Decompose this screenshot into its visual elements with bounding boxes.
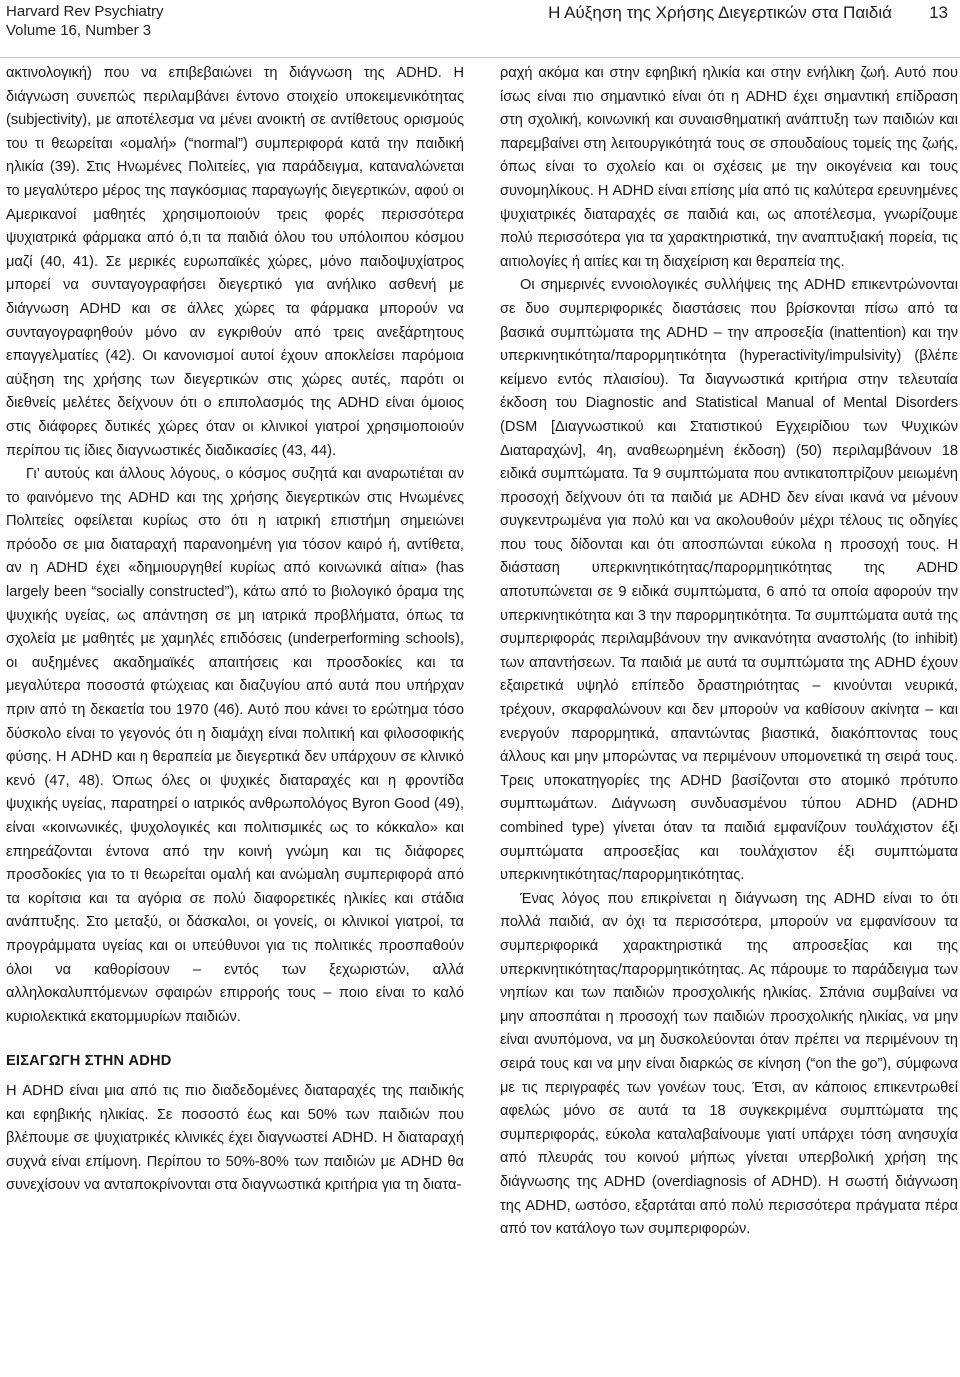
section-heading: ΕΙΣΑΓΩΓΗ ΣΤΗΝ ADHD	[6, 1053, 172, 1070]
journal-name: Harvard Rev Psychiatry	[6, 3, 164, 20]
right-column	[500, 62, 958, 1371]
page-number: 13	[929, 3, 948, 22]
journal-info	[6, 2, 164, 40]
paragraph: Οι σημερινές εννοιολογικές συλλήψεις της ADHD επικεντρώνονται σε δυο συμπεριφορικές διαστάσεις που βρίσκονται πίσω από τα βασικά συμπτώματα της ADHD – την απροσεξία (inattention) και την υπερκινητικότητα/παρορμητικότητα (hyperactivity/impulsivity) (βλέπε κείμενο εντός πλαισίου). Τα διαγνωστικά κριτήρια στην τελευταία έκδοση του Diagnostic and Statistical Manual of Mental Disorders (DSM [Διαγνωστικού και Στατιστικού Εγχειρίδιου των Ψυχικών Διαταραχών], 4η, αναθεωρημένη έκδοση) (50) περιλαμβάνουν 18 ειδικά συμπτώματα. Τα 9 συμπτώματα που αντικατοπτρίζουν μειωμένη προσοχή δείχνουν ότι τα παιδιά με ADHD δεν είναι ικανά να μένουν συγκεντρωμένα για πολύ και να ακολουθούν μέχρι τέλους τις οδηγίες που τους δίδονται και ότι αποσπώνται εύκολα η προσοχή τους. Η διάσταση υπερκινητικότητας/παρορμητικότητας της ADHD αποτυπώνεται σε 9 ειδικά συμπτώματα, 6 από τα οποία αφορούν την υπερκινητικότητα και 3 την παρορμητικότητα. Τα συμπτώματα αυτά της συμπεριφοράς περιλαμβάνουν την ανικανότητα αναστολής (to inhibit) των απαντήσεων. Τα παιδιά με αυτά τα συμπτώματα της ADHD έχουν εξαιρετικά υψηλό επίπεδο δραστηριότητας – κινούνται νευρικά, τρέχουν, σκαρφαλώνουν και δεν μπορούν να καθίσουν ακίνητα – και ενεργούν παρορμητικά, απαντώντας βιαστικά, διακόπτοντας τους άλλους και μην μπορώντας να περιμένουν υπομονετικά τη σειρά τους. Τρεις υποκατηγορίες της ADHD βασίζονται στο ατομικό πρότυπο συμπτωμάτων. Διάγνωση συνδυασμένου τύπου ADHD (ADHD combined type) γίνεται όταν τα παιδιά εμφανίζουν τουλάχιστον έξι συμπτώματα απροσεξίας και τουλάχιστον έξι συμπτώματα υπερκινητικότητας/παρορμητικότητας.	[500, 277, 958, 884]
paragraph: Γι’ αυτούς και άλλους λόγους, ο κόσμος συζητά και αναρωτιέται αν το φαινόμενο της ADHD και της χρήσης διεγερτικών στις Ηνωμένες Πολιτείες οφείλεται κυρίως στο ότι η ιατρική επιστήμη σημειώνει πρόοδο σε μια διαταραχή παρανοημένη για τόσον καιρό ή, αντίθετα, αν η ADHD έχει «δημιουργηθεί κυρίως από κοινωνικά αίτια» (has largely been “socially constructed”), κάτω από το βιολογικό όραμα της ψυχικής υγείας, ως απάντηση σε μη ιατρικά προβλήματα, όπως τα σχολεία με μαθητές με χαμηλές επιδόσεις (underperforming schools), οι αυξημένες ακαδημαϊκές απαιτήσεις και προσδοκίες και τα μεγαλύτερα ποσοστά φτώχειας και διαζυγίου από αυτά που υπήρχαν πριν από τη δεκαετία του 1970 (46). Αυτό που κάνει το ερώτημα τόσο δύσκολο είναι το γεγονός ότι η διαμάχη είναι πολιτική και φιλοσοφικής φύσης. Η ADHD και η θεραπεία με διεγερτικά δεν υπάρχουν σε κλινικό κενό (47, 48). Όπως όλες οι ψυχικές διαταραχές και η φροντίδα ψυχικής υγείας, παρατηρεί ο ιατρικός ανθρωπολόγος Byron Good (49), είναι «κοινωνικές, ψυχολογικές και πολιτισμικές ως το κόκκαλο» και επηρεάζονται έντονα από την κοινή γνώμη και τις διάφορες προσδοκίες για το τι θεωρείται ομαλή και ανώμαλη συμπεριφορά από τα κορίτσια και τα αγόρια σε πολύ διαφορετικές ηλικίες και στάδια ανάπτυξης. Στο μεταξύ, οι δάσκαλοι, οι γονείς, οι κλινικοί γιατροί, τα προγράμματα υγείας και οι υπεύθυνοι για τις πολιτικές προσπαθούν όλοι να καθορίσουν – εντός των ξεχωριστών, αλλά αλληλοκαλυπτόμενων σφαιρών επιρροής τους – ποιο είναι το καλό κυριολεκτικά εκατομμυρίων παιδιών.	[6, 466, 464, 1025]
running-title: Η Αύξηση της Χρήσης Διεγερτικών στα Παιδιά	[548, 3, 892, 22]
paragraph: Ένας λόγος που επικρίνεται η διάγνωση της ADHD είναι το ότι πολλά παιδιά, αν όχι τα περισσότερα, μπορούν να εμφανίσουν τα συμπεριφορικά χαρακτηριστικά της απροσεξίας και της υπερκινητικότητας/παρορμητικότητας. Ας πάρουμε το παράδειγμα των νηπίων και των παιδιών προσχολικής ηλικίας. Σπάνια συμβαίνει να μην αποσπάται η προσοχή των παιδιών προσχολικής ηλικίας, να μην είναι ανυπόμονα, να μη δυσκολεύονται όταν πρέπει να περιμένουν τη σειρά τους και να μην είναι διαρκώς σε κίνηση (“on the go”), σύμφωνα με τις περιγραφές των γονέων τους. Έτσι, αν κάποιος επικεντρωθεί αφελώς μόνο σε αυτά τα 18 συγκεκριμένα συμπτώματα της συμπεριφοράς, εύκολα καταλαβαίνουμε γιατί υπάρχει τόση ανησυχία από πλευράς του κοινού μήπως γίνεται υπερβολική χρήση της διάγνωσης της ADHD (overdiagnosis of ADHD). Η σωστή διάγνωση της ADHD, ωστόσο, εξαρτάται από πολύ περισσότερα πράγματα πέρα από τον κατάλογο των συμπεριφορών.	[500, 890, 958, 1238]
paragraph: ακτινολογική) που να επιβεβαιώνει τη διάγνωση της ADHD. Η διάγνωση συνεπώς περιλαμβάνει έντονο στοιχείο υποκειμενικότητας (subjectivity), με αποτέλεσμα να μένει ανοικτή σε αντίθετους ορισμούς του τι θεωρείται «ομαλή» (“normal”) συμπεριφορά κατά την παιδική ηλικία (39). Στις Ηνωμένες Πολιτείες, για παράδειγμα, καταναλώνεται το μεγαλύτερο μέρος της παγκόσμιας παραγωγής διεγερτικών, αφού οι Αμερικανοί μαθητές χρησιμοποιούν τρεις φορές περισσότερα ψυχιατρικά φάρμακα από ό,τι τα παιδιά όλου του υπόλοιπου κόσμου μαζί (40, 41). Σε μερικές ευρωπαϊκές χώρες, μόνο παιδοψυχίατρος μπορεί να συνταγογραφήσει διεγερτικό για ανήλικο ασθενή με διάγνωση ADHD και σε άλλες χώρες τα φάρμακα μπορούν να συνταγογραφηθούν μόνο αν εγκριθούν από τρεις ανεξάρτητους επαγγελματίες (42). Οι κανονισμοί αυτοί έχουν αποκλείσει παρόμοια αύξηση της χρήσης των διεγερτικών στις χώρες αυτές, παρότι οι διεθνείς μελέτες δείχνουν ότι ο επιπολασμός της ADHD είναι όμοιος στις διάφορες δυτικές χώρες όταν οι κλινικοί γιατροί χρησιμοποιούν περίπου τις ίδιες διαγνωστικές διαδικασίες (43, 44).	[6, 65, 464, 459]
page-header	[0, 0, 960, 60]
journal-volume: Volume 16, Number 3	[6, 22, 152, 39]
header-rule	[0, 57, 960, 58]
left-column	[6, 62, 464, 1371]
paragraph: ραχή ακόμα και στην εφηβική ηλικία και στην ενήλικη ζωή. Αυτό που ίσως είναι πιο σημαντικό είναι ότι η ADHD έχει σημαντική επίδραση στη σχολική, κοινωνική και συναισθηματική ανάπτυξη των παιδιών και παρεμβαίνει στη λειτουργικότητά τους σε σπουδαίους τομείς της ζωής, όπως είναι το σχολείο και οι σχέσεις με την οικογένεια και τους συνομηλίκους. Η ADHD είναι επίσης μία από τις καλύτερα ερευνημένες ψυχιατρικές διαταραχές σε παιδιά και, ως αποτέλεσμα, γνωρίζουμε πολύ περισσότερα για τα χαρακτηριστικά, την αναπτυξιακή πορεία, τις αιτιολογίες ή αιτίες και τη διαχείριση και θεραπεία της.	[500, 65, 958, 270]
paragraph: Η ADHD είναι μια από τις πιο διαδεδομένες διαταραχές της παιδικής και εφηβικής ηλικίας. Σε ποσοστό έως και 50% των παιδιών που βλέπουμε σε ψυχιατρικές κλινικές έχει διαγνωστεί ADHD. Η διαταραχή συχνά είναι επίμονη. Περίπου το 50%-80% των παιδιών με ADHD θα συνεχίσουν να ανταποκρίνονται στα διαγνωστικά κριτήρια για τη διατα-	[6, 1082, 464, 1194]
